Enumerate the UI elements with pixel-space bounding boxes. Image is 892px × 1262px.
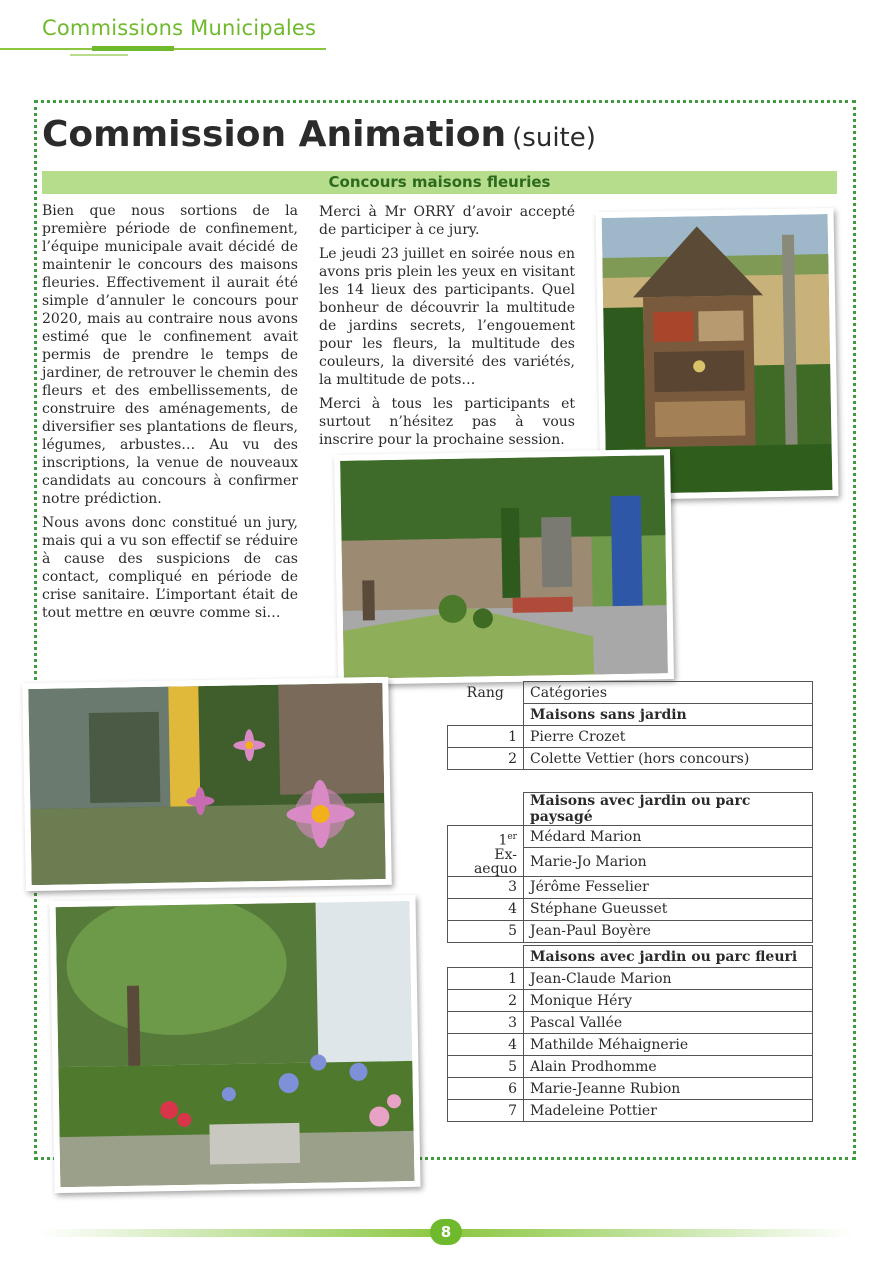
- table-row: 3 Jérôme Fesselier: [448, 876, 813, 898]
- page-title: [42, 114, 596, 155]
- text-column-1: [42, 202, 298, 628]
- table-row: 4 Mathilde Méhaignerie: [448, 1034, 813, 1056]
- table-row: 2 Monique Héry: [448, 990, 813, 1012]
- table-row: 1er Médard Marion: [448, 826, 813, 848]
- table-row: 3 Pascal Vallée: [448, 1012, 813, 1034]
- rankings-table-group-3: [447, 945, 813, 1122]
- table-row: Ex-aequo Marie-Jo Marion: [448, 848, 813, 877]
- category-title: Maisons avec jardin ou parc fleuri: [524, 946, 813, 968]
- table-row: 2 Colette Vettier (hors concours): [448, 748, 813, 770]
- table-row: 1 Jean-Claude Marion: [448, 968, 813, 990]
- rankings-table-group-1: [447, 681, 813, 770]
- paragraph: Bien que nous sortions de la première période de confinement, l’équipe municipale avait décidé de maintenir le concours des maisons fleuries. Effectivement il aurait été simple d’annuler le concours pour 2020, mais au contraire nous avons estimé que le confinement avait permis de prendre le temps de jardiner, de retrouver le chemin des fleurs et des embellissements, de construire des aménagements, de diversifier ses plantations de fleurs, légumes, arbustes… Au vu des inscriptions, la venue de nouveaux candidats au concours à confirmer notre prédiction.: [42, 203, 298, 507]
- category-header: Catégories: [524, 682, 813, 704]
- section-heading: Concours maisons fleuries: [42, 171, 837, 194]
- table-row: 1 Pierre Crozet: [448, 726, 813, 748]
- paragraph: Merci à Mr ORRY d’avoir accepté de participer à ce jury.: [319, 204, 575, 238]
- table-row: 7 Madeleine Pottier: [448, 1100, 813, 1122]
- table-row: 6 Marie-Jeanne Rubion: [448, 1078, 813, 1100]
- paragraph: Merci à tous les participants et surtout n’hésitez pas à vous inscrire pour la prochaine session.: [319, 396, 575, 448]
- rankings-table-group-2: [447, 792, 813, 943]
- header-rule-light: [70, 54, 128, 56]
- text-column-2: [319, 203, 575, 455]
- paragraph: Le jeudi 23 juillet en soirée nous en avons pris plein les yeux en visitant les 14 lieux des participants. Quel bonheur de découvrir la multitude de jardins secrets, l’engouement pour les fleurs, la multitude des couleurs, la diversité des variétés, la multitude de pots…: [319, 246, 575, 388]
- table-row: 5 Jean-Paul Boyère: [448, 920, 813, 942]
- paragraph: Nous avons donc constitué un jury, mais qui a vu son effectif se réduire à cause des suspicions de cas contact, compliqué en période de crise sanitaire. L’important était de tout mettre en œuvre comme si…: [42, 515, 298, 621]
- page-title-main: Commission Animation: [42, 114, 507, 155]
- category-title: Maisons sans jardin: [524, 704, 813, 726]
- page-title-suffix: (suite): [512, 123, 596, 153]
- header-title: Commissions Municipales: [42, 16, 317, 40]
- header-rule-accent: [92, 46, 174, 51]
- rank-header: Rang: [466, 684, 504, 701]
- category-title: Maisons avec jardin ou parc paysagé: [524, 793, 813, 826]
- flower-bed-photo: [49, 895, 420, 1193]
- dahlia-photo: [22, 677, 392, 891]
- table-row: 4 Stéphane Gueusset: [448, 898, 813, 920]
- page-number: 8: [430, 1219, 462, 1245]
- garden-wall-photo: [334, 449, 674, 685]
- table-row: 5 Alain Prodhomme: [448, 1056, 813, 1078]
